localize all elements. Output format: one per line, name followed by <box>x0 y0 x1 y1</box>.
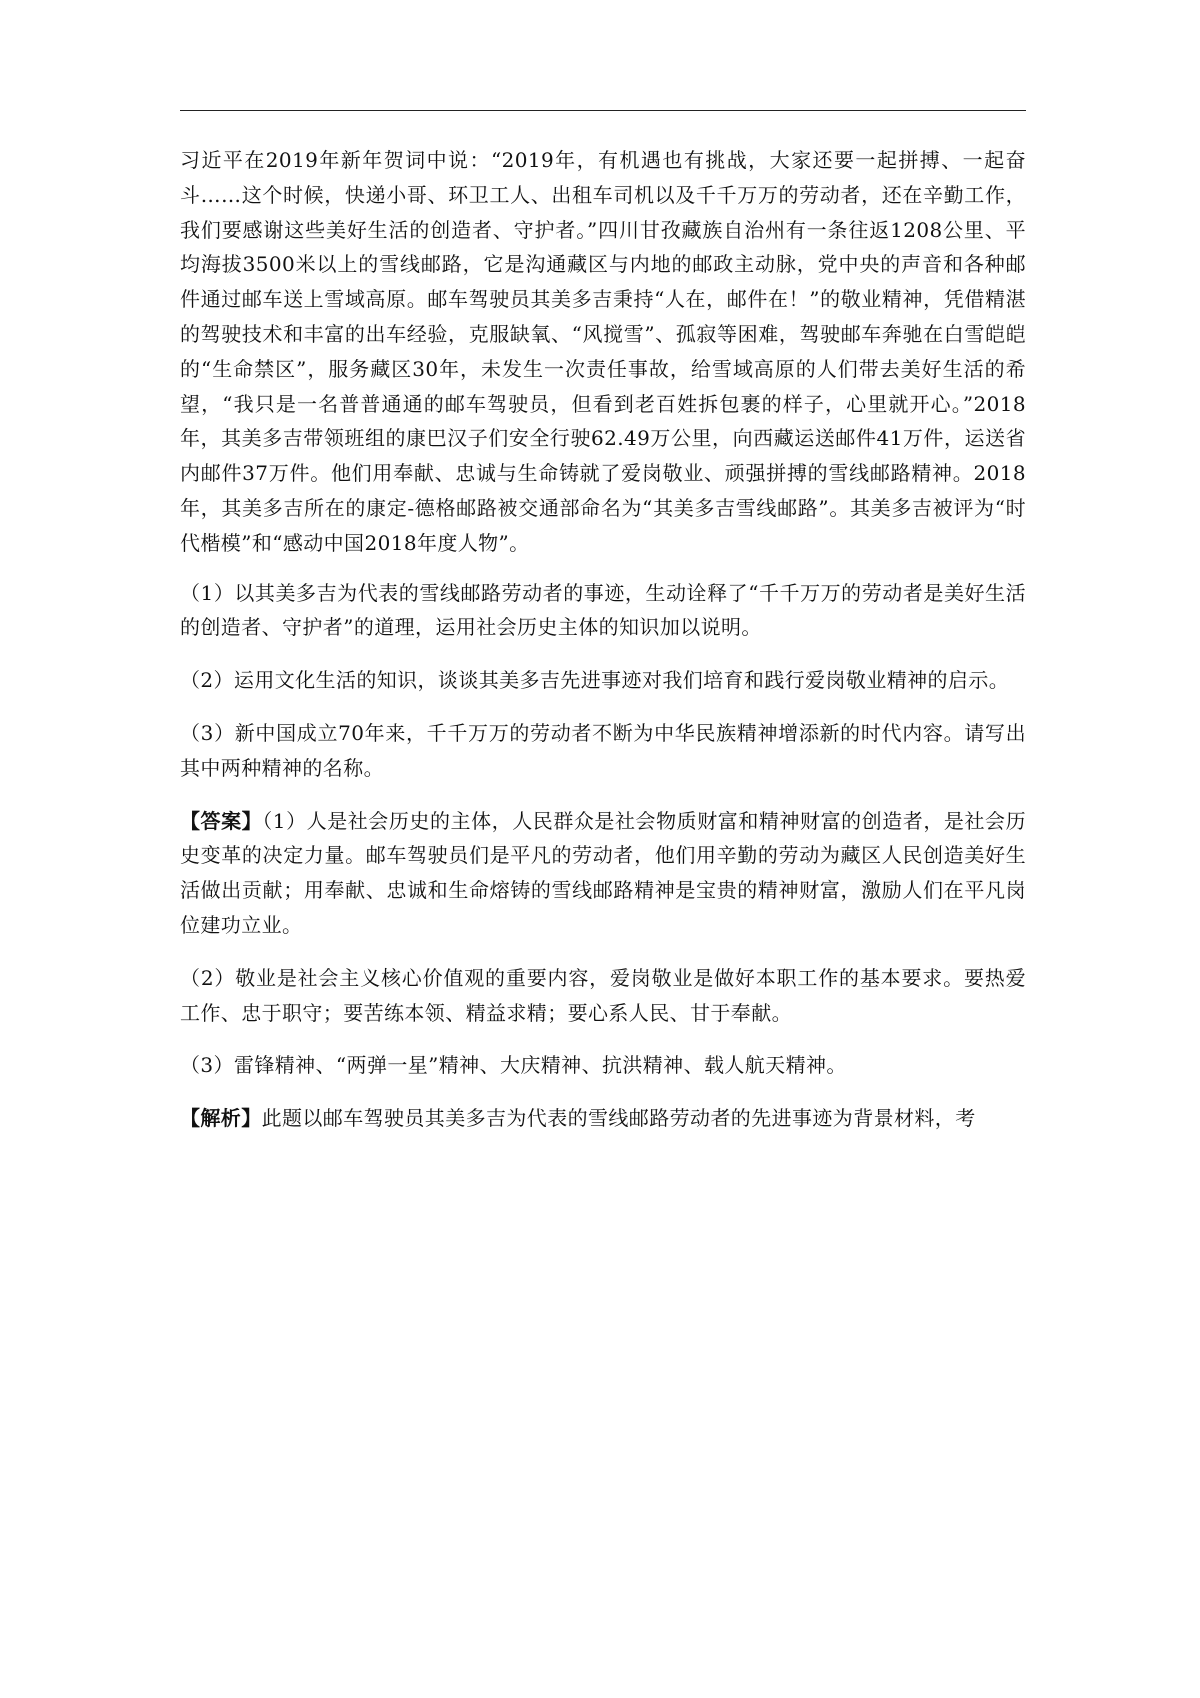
document-body <box>180 143 1026 1136</box>
answer-tag: 【答案】 <box>180 808 263 833</box>
question-2: （2）运用文化生活的知识，谈谈其美多吉先进事迹对我们培育和践行爱岗敬业精神的启示。 <box>180 668 1010 693</box>
analysis-tag: 【解析】 <box>180 1106 262 1131</box>
answer-part-1-text: （1）人是社会历史的主体，人民群众是社会物质财富和精神财富的创造者，是社会历史变革的决定力量。邮车驾驶员们是平凡的劳动者，他们用辛勤的劳动为藏区人民创造美好生活做出贡献；用奉献、忠诚和生命熔铸的雪线邮路精神是宝贵的精神财富，激励人们在平凡岗位建功立业。 <box>180 808 1026 937</box>
answer-part-3: （3）雷锋精神、“两弹一星”精神、大庆精神、抗洪精神、载人航天精神。 <box>180 1053 847 1078</box>
question-1: （1）以其美多吉为代表的雪线邮路劳动者的事迹，生动诠释了“千千万万的劳动者是美好生活的创造者、守护者”的道理，运用社会历史主体的知识加以说明。 <box>180 580 1026 640</box>
answer-part-1 <box>180 804 1026 943</box>
analysis-text: 此题以邮车驾驶员其美多吉为代表的雪线邮路劳动者的先进事迹为背景材料，考 <box>261 1106 976 1131</box>
material-paragraph: 习近平在2019年新年贺词中说：“2019年，有机遇也有挑战，大家还要一起拼搏、一起奋斗……这个时候，快递小哥、环卫工人、出租车司机以及千千万万的劳动者，还在辛勤工作，我们要感谢这些美好生活的创造者、守护者。”四川甘孜藏族自治州有一条往返1208公里、平均海拔3500米以上的雪线邮路，它是沟通藏区与内地的邮政主动脉，党中央的声音和各种邮件通过邮车送上雪域高原。邮车驾驶员其美多吉秉持“人在，邮件在！”的敬业精神，凭借精湛的驾驶技术和丰富的出车经验，克服缺氧、“风搅雪”、孤寂等困难，驾驶邮车奔驰在白雪皑皑的“生命禁区”，服务藏区30年，未发生一次责任事故，给雪域高原的人们带去美好生活的希望，“我只是一名普普通通的邮车驾驶员，但看到老百姓拆包裹的样子，心里就开心。”2018年，其美多吉带领班组的康巴汉子们安全行驶62.49万公里，向西藏运送邮件41万件，运送省内邮件37万件。他们用奉献、忠诚与生命铸就了爱岗敬业、顽强拼搏的雪线邮路精神。2018年，其美多吉所在的康定-德格邮路被交通部命名为“其美多吉雪线邮路”。其美多吉被评为“时代楷模”和“感动中国2018年度人物”。 <box>180 148 1026 555</box>
question-3: （3）新中国成立70年来，千千万万的劳动者不断为中华民族精神增添新的时代内容。请写出其中两种精神的名称。 <box>180 720 1026 780</box>
analysis-paragraph <box>180 1101 1026 1136</box>
answer-part-2: （2）敬业是社会主义核心价值观的重要内容，爱岗敬业是做好本职工作的基本要求。要热爱工作、忠于职守；要苦练本领、精益求精；要心系人民、甘于奉献。 <box>180 965 1026 1025</box>
header-rule <box>180 110 1026 111</box>
